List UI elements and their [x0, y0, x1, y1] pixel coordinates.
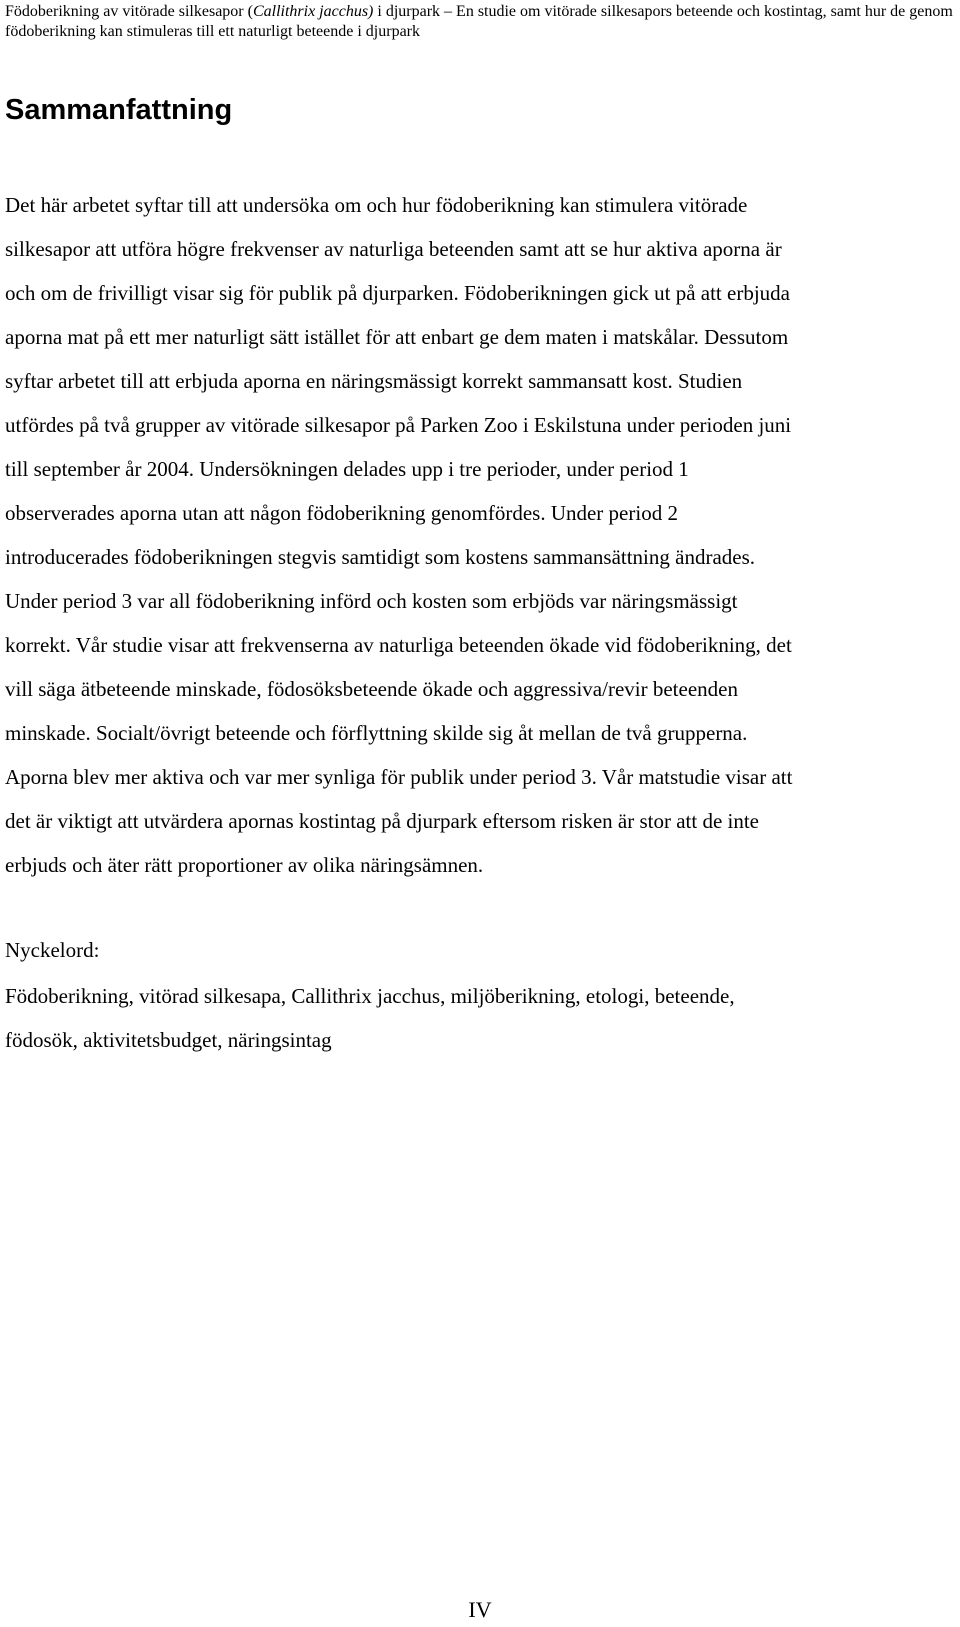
abstract-line: observerades aporna utan att någon födoberikning genomfördes. Under period 2 — [5, 501, 678, 525]
page-number: IV — [468, 1597, 492, 1622]
keywords-label: Nyckelord: — [5, 938, 100, 962]
abstract-line: minskade. Socialt/övrigt beteende och förflyttning skilde sig åt mellan de två grupperna. — [5, 721, 748, 745]
abstract-line: Aporna blev mer aktiva och var mer synliga för publik under period 3. Vår matstudie visar att — [5, 765, 793, 789]
abstract-line: till september år 2004. Undersökningen delades upp i tre perioder, under period 1 — [5, 457, 689, 481]
keywords-line: födosök, aktivitetsbudget, näringsintag — [5, 1028, 332, 1052]
abstract-line: erbjuds och äter rätt proportioner av olika näringsämnen. — [5, 853, 484, 877]
abstract-line: introducerades födoberikningen stegvis samtidigt som kostens sammansättning ändrades. — [5, 545, 756, 569]
keywords-line: Födoberikning, vitörad silkesapa, Callithrix jacchus, miljöberikning, etologi, beteende, — [5, 984, 735, 1008]
running-header-text-1: Födoberikning av vitörade silkesapor ( — [5, 3, 253, 20]
running-header-species: Callithrix jacchus) — [252, 3, 374, 20]
abstract-line: silkesapor att utföra högre frekvenser av naturliga beteenden samt att se hur aktiva aporna är — [5, 237, 782, 261]
abstract-line: Det här arbetet syftar till att undersöka om och hur födoberikning kan stimulera vitörade — [5, 193, 748, 217]
abstract-line: aporna mat på ett mer naturligt sätt istället för att enbart ge dem maten i matskålar. Dessutom — [5, 325, 789, 349]
abstract-line: korrekt. Vår studie visar att frekvenserna av naturliga beteenden ökade vid födoberikning, det — [5, 633, 792, 657]
keywords-list — [5, 974, 955, 1062]
abstract-line: utfördes på två grupper av vitörade silkesapor på Parken Zoo i Eskilstuna under perioden juni — [5, 413, 792, 437]
abstract-line: och om de frivilligt visar sig för publik på djurparken. Födoberikningen gick ut på att erbjuda — [5, 281, 790, 305]
abstract-line: syftar arbetet till att erbjuda aporna en näringsmässigt korrekt sammansatt kost. Studien — [5, 369, 743, 393]
abstract-line: Under period 3 var all födoberikning införd och kosten som erbjöds var näringsmässigt — [5, 589, 738, 613]
abstract-paragraph — [5, 183, 955, 887]
running-header-text-2: i djurpark – En studie om vitörade silkesapors beteende och kostintag, samt hur de genom födoberikning kan stimuleras till ett naturligt beteende i djurpark — [5, 3, 953, 40]
abstract-line: det är viktigt att utvärdera apornas kostintag på djurpark eftersom risken är stor att de inte — [5, 809, 760, 833]
section-heading: Sammanfattning — [5, 94, 233, 126]
running-header — [5, 2, 955, 42]
abstract-line: vill säga ätbeteende minskade, födosöksbeteende ökade och aggressiva/revir beteenden — [5, 677, 738, 701]
